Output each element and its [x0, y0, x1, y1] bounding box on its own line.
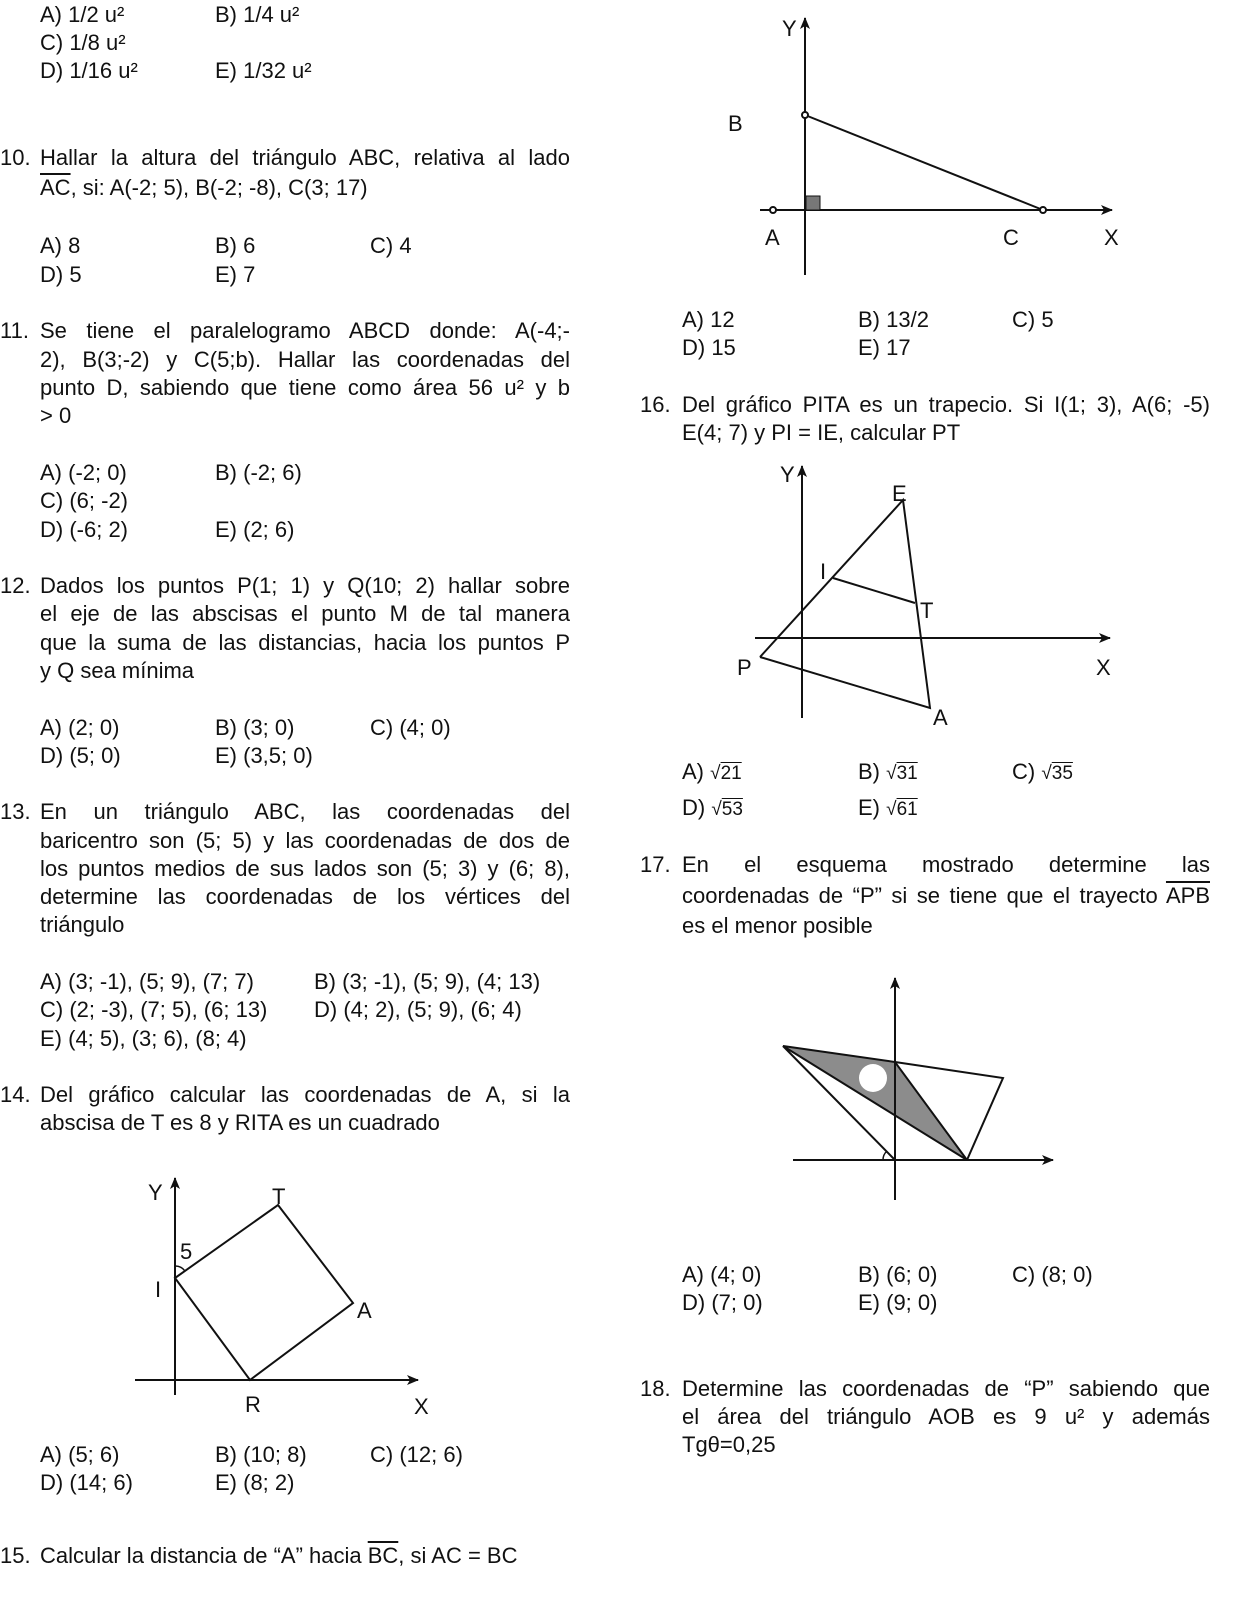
point-c	[1040, 207, 1046, 213]
label-y: Y	[782, 16, 797, 41]
question-text-line	[40, 175, 368, 201]
question-number: 15.	[0, 1543, 31, 1568]
answer-option[interactable]: B) (6; 0)	[858, 1262, 938, 1287]
question-number: 13.	[0, 799, 31, 824]
question-number: 14.	[0, 1082, 31, 1107]
question-text-line: Hallar la altura del triángulo ABC, relativa al lado	[40, 145, 570, 170]
circle-mark	[859, 1064, 887, 1092]
text-segment: √	[886, 799, 897, 820]
answer-option[interactable]: D) 1/16 u²	[40, 58, 138, 83]
label-y: Y	[780, 462, 795, 487]
text-segment: √	[1041, 763, 1052, 784]
text-segment: 21	[720, 763, 742, 784]
question-text-line: E(4; 7) y PI = IE, calcular PT	[682, 420, 961, 445]
question-text-line: triángulo	[40, 912, 125, 937]
answer-option[interactable]: B) 6	[215, 233, 256, 258]
question-number: 11.	[0, 318, 29, 343]
text-segment: √	[711, 799, 722, 820]
answer-option[interactable]: C) (6; -2)	[40, 488, 128, 513]
text-segment: coordenadas de “P” si se tiene que el trayecto	[682, 883, 1166, 908]
text-segment: $\overline{AC}$	[40, 175, 71, 200]
answer-option[interactable]: C) (2; -3), (7; 5), (6; 13)	[40, 997, 268, 1022]
question-text-line: Determine las coordenadas de “P” sabiendo que	[682, 1376, 1210, 1401]
question-text-line: el eje de las abscisas el punto M de tal manera	[40, 601, 570, 626]
triangle-pea	[760, 500, 930, 708]
answer-option[interactable]: D) 5	[40, 262, 82, 287]
angle-arc	[883, 1151, 887, 1160]
text-segment: A)	[682, 759, 711, 784]
question-text-line: Dados los puntos P(1; 1) y Q(10; 2) hallar sobre	[40, 573, 570, 598]
question-text-line: los puntos medios de sus lados son (5; 3) y (6; 8),	[40, 856, 570, 881]
label-y: Y	[148, 1180, 163, 1205]
answer-option[interactable]: E) (3,5; 0)	[215, 743, 313, 768]
answer-option[interactable]	[858, 759, 918, 787]
answer-option[interactable]: D) (4; 2), (5; 9), (6; 4)	[314, 997, 522, 1022]
question-text-line: Tgθ=0,25	[682, 1432, 776, 1457]
question-number: 10.	[0, 145, 31, 170]
answer-option[interactable]	[1012, 759, 1073, 787]
label-i: I	[155, 1277, 162, 1302]
question-text-line: Se tiene el paralelogramo ABCD donde: A(-4;-	[40, 318, 570, 343]
answer-option[interactable]: E) (4; 5), (3; 6), (8; 4)	[40, 1026, 247, 1051]
text-segment: $\overline{BC}$	[367, 1543, 399, 1568]
label-r: R	[245, 1392, 261, 1417]
answer-option[interactable]: B) (-2; 6)	[215, 460, 302, 485]
question-number: 17.	[640, 852, 671, 877]
figure-q17	[783, 978, 1053, 1200]
label-x: X	[414, 1394, 429, 1419]
question-text-line: el área del triángulo AOB es 9 u² y además	[682, 1404, 1210, 1429]
answer-option[interactable]	[682, 759, 742, 787]
answer-option[interactable]: C) 5	[1012, 307, 1054, 332]
text-segment: 61	[896, 799, 918, 820]
answer-option[interactable]: A) (-2; 0)	[40, 460, 127, 485]
answer-option[interactable]: A) (4; 0)	[682, 1262, 762, 1287]
label-t: T	[272, 1184, 286, 1209]
answer-option[interactable]: D) (5; 0)	[40, 743, 121, 768]
label-x: X	[1104, 225, 1119, 250]
answer-option[interactable]: C) 4	[370, 233, 412, 258]
figure-q16	[755, 466, 1110, 718]
question-text-line: y Q sea mínima	[40, 658, 195, 683]
square-rita	[175, 1205, 353, 1380]
text-segment: 31	[896, 763, 918, 784]
right-angle-mark	[806, 196, 820, 210]
answer-option[interactable]: A) (3; -1), (5; 9), (7; 7)	[40, 969, 254, 994]
answer-option[interactable]: E) 7	[215, 262, 256, 287]
question-text-line: En un triángulo ABC, las coordenadas del	[40, 799, 570, 824]
question-text-line: punto D, sabiendo que tiene como área 56 u² y b	[40, 375, 570, 400]
point-a	[770, 207, 776, 213]
answer-option[interactable]	[858, 795, 918, 823]
question-text-line: determine las coordenadas de los vértices del	[40, 884, 570, 909]
label-e: E	[892, 481, 907, 506]
label-a: A	[765, 225, 780, 250]
text-segment: $\overline{APB}$	[1165, 883, 1210, 908]
answer-option[interactable]: E) (9; 0)	[858, 1290, 938, 1315]
answer-option[interactable]: B) 1/4 u²	[215, 2, 300, 27]
label-angle: 5	[180, 1239, 193, 1264]
shaded-triangle	[783, 1046, 967, 1160]
question-number: 16.	[640, 392, 671, 417]
question-text-line: abscisa de T es 8 y RITA es un cuadrado	[40, 1110, 440, 1135]
question-text-line: En el esquema mostrado determine las	[682, 852, 1210, 877]
label-a: A	[357, 1298, 372, 1323]
answer-option[interactable]: A) 12	[682, 307, 735, 332]
answer-option[interactable]: A) (2; 0)	[40, 715, 120, 740]
answer-option[interactable]: A) 8	[40, 233, 81, 258]
text-segment: E)	[858, 795, 887, 820]
label-i: I	[820, 559, 827, 584]
answer-option[interactable]: B) (3; 0)	[215, 715, 295, 740]
figure-q15	[760, 18, 1112, 275]
label-p: P	[737, 655, 752, 680]
segment-it	[833, 578, 915, 603]
question-text-line: que la suma de las distancias, hacia los puntos P	[40, 630, 570, 655]
text-segment: 35	[1051, 763, 1073, 784]
label-t: T	[920, 598, 934, 623]
angle-arc	[175, 1266, 185, 1271]
answer-option[interactable]: C) (4; 0)	[370, 715, 451, 740]
answer-option[interactable]	[682, 795, 743, 823]
text-segment: √	[886, 763, 897, 784]
question-text-line: > 0	[40, 403, 72, 428]
answer-option[interactable]: E) 17	[858, 335, 911, 360]
text-segment: 53	[721, 799, 743, 820]
answer-option[interactable]: D) 15	[682, 335, 736, 360]
answer-option[interactable]: D) (-6; 2)	[40, 517, 128, 542]
answer-option[interactable]: C) (12; 6)	[370, 1442, 463, 1467]
segment-bc	[805, 115, 1043, 210]
label-a: A	[933, 705, 948, 730]
question-text-line: Del gráfico PITA es un trapecio. Si I(1; 3), A(6; -5)	[682, 392, 1210, 417]
text-segment: C)	[1012, 759, 1042, 784]
text-segment: D)	[682, 795, 712, 820]
answer-option[interactable]: E) (8; 2)	[215, 1470, 295, 1495]
question-text-line	[40, 1543, 518, 1569]
answer-option[interactable]: E) 1/32 u²	[215, 58, 312, 83]
answer-option[interactable]: A) (5; 6)	[40, 1442, 120, 1467]
answer-option[interactable]: B) (10; 8)	[215, 1442, 307, 1467]
answer-option[interactable]: B) (3; -1), (5; 9), (4; 13)	[314, 969, 541, 994]
answer-option[interactable]: D) (14; 6)	[40, 1470, 133, 1495]
question-text-line: 2), B(3;-2) y C(5;b). Hallar las coordenadas del	[40, 347, 570, 372]
text-segment: Calcular la distancia de “A” hacia	[40, 1543, 368, 1568]
answer-option[interactable]: A) 1/2 u²	[40, 2, 125, 27]
answer-option[interactable]: D) (7; 0)	[682, 1290, 763, 1315]
text-segment: , si: A(-2; 5), B(-2; -8), C(3; 17)	[70, 175, 368, 200]
question-text-line	[682, 883, 1210, 909]
answer-option[interactable]: C) 1/8 u²	[40, 30, 126, 55]
text-segment: B)	[858, 759, 887, 784]
question-number: 12.	[0, 573, 31, 598]
question-number: 18.	[640, 1376, 671, 1401]
question-text-line: Del gráfico calcular las coordenadas de A, si la	[40, 1082, 570, 1107]
answer-option[interactable]: E) (2; 6)	[215, 517, 295, 542]
question-text-line: es el menor posible	[682, 913, 873, 938]
text-segment: √	[710, 763, 721, 784]
text-segment: , si AC = BC	[398, 1543, 518, 1568]
answer-option[interactable]: B) 13/2	[858, 307, 929, 332]
label-c: C	[1003, 225, 1019, 250]
figure-q14	[135, 1178, 418, 1395]
point-b	[802, 112, 808, 118]
question-text-line: baricentro son (5; 5) y las coordenadas de dos de	[40, 828, 570, 853]
label-x: X	[1096, 655, 1111, 680]
answer-option[interactable]: C) (8; 0)	[1012, 1262, 1093, 1287]
label-b: B	[728, 111, 743, 136]
